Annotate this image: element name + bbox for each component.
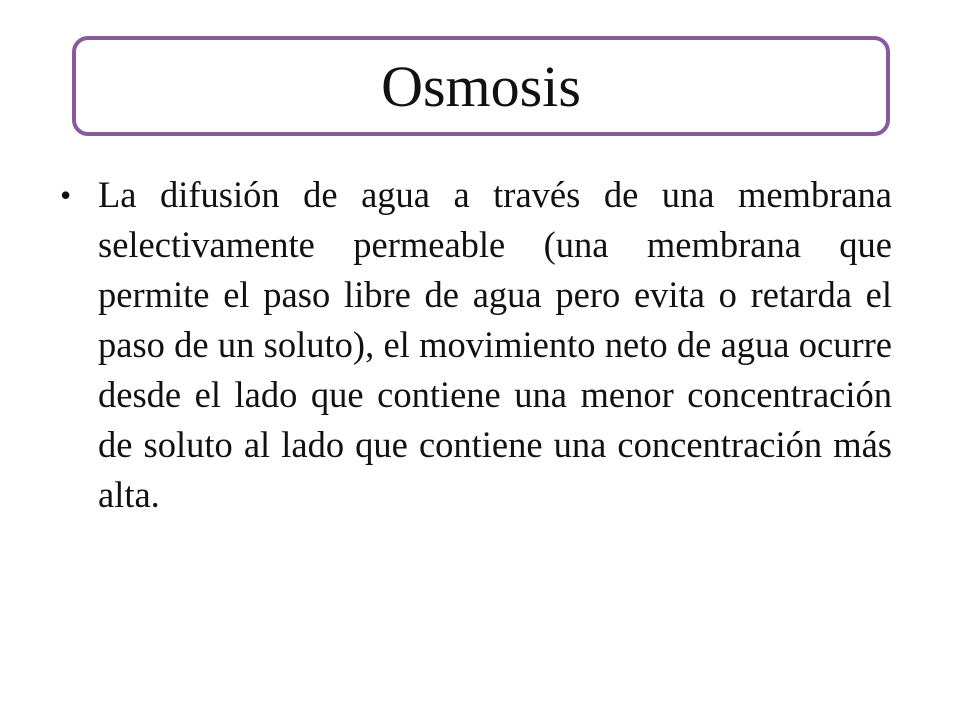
bullet-item (58, 170, 898, 520)
slide-title: Osmosis (381, 54, 581, 119)
slide-content (58, 170, 898, 520)
title-box (72, 36, 890, 136)
bullet-marker: • (60, 177, 72, 213)
bullet-text: La difusión de agua a través de una membrana selectivamente permeable (una membrana que permite el paso libre de agua pero evita o retarda el paso de un soluto), el movimiento neto de agua ocurre desde el lado que contiene una menor concentración de soluto al lado que contiene una concentración más alta. (98, 174, 892, 515)
